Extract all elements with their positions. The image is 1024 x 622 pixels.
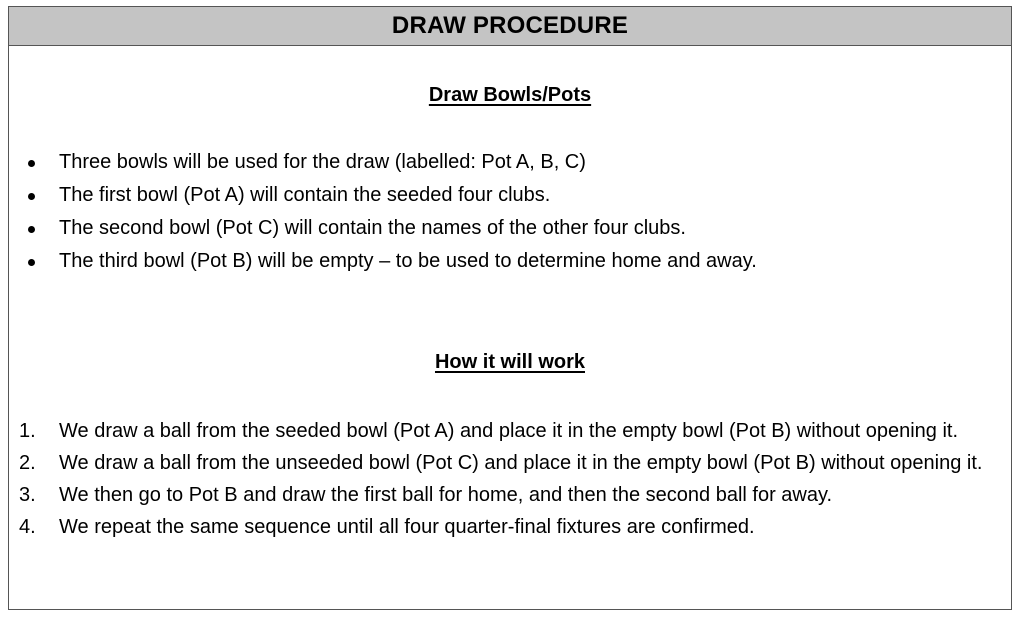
list-item <box>9 212 1011 245</box>
bullet-icon <box>28 226 35 233</box>
step-text: We draw a ball from the seeded bowl (Pot A) and place it in the empty bowl (Pot B) without opening it. <box>59 420 958 442</box>
step-number: 2. <box>19 452 36 474</box>
step-number: 1. <box>19 420 36 442</box>
bowls-list <box>9 146 1011 278</box>
steps-list <box>9 415 1011 543</box>
step-number: 4. <box>19 516 36 538</box>
bullet-icon <box>28 259 35 266</box>
step-item <box>9 415 1011 447</box>
step-item <box>9 511 1011 543</box>
page-title: DRAW PROCEDURE <box>391 12 629 39</box>
bullet-icon <box>28 160 35 167</box>
step-item <box>9 479 1011 511</box>
list-item-text: Three bowls will be used for the draw (labelled: Pot A, B, C) <box>59 151 586 173</box>
list-item <box>9 245 1011 278</box>
step-text: We then go to Pot B and draw the first ball for home, and then the second ball for away. <box>59 484 833 506</box>
work-section-heading: How it will work <box>434 351 585 373</box>
bowls-section-heading: Draw Bowls/Pots <box>428 84 592 106</box>
list-item <box>9 146 1011 179</box>
list-item-text: The second bowl (Pot C) will contain the names of the other four clubs. <box>59 217 686 239</box>
list-item <box>9 179 1011 212</box>
draw-procedure-box <box>8 6 1012 610</box>
bullet-icon <box>28 193 35 200</box>
step-number: 3. <box>19 484 36 506</box>
list-item-text: The third bowl (Pot B) will be empty – to be used to determine home and away. <box>59 250 757 272</box>
header-bar <box>9 7 1011 46</box>
step-item <box>9 447 1011 479</box>
list-item-text: The first bowl (Pot A) will contain the seeded four clubs. <box>59 184 551 206</box>
step-text: We repeat the same sequence until all four quarter-final fixtures are confirmed. <box>59 516 755 538</box>
step-text: We draw a ball from the unseeded bowl (Pot C) and place it in the empty bowl (Pot B) without opening it. <box>59 452 983 474</box>
